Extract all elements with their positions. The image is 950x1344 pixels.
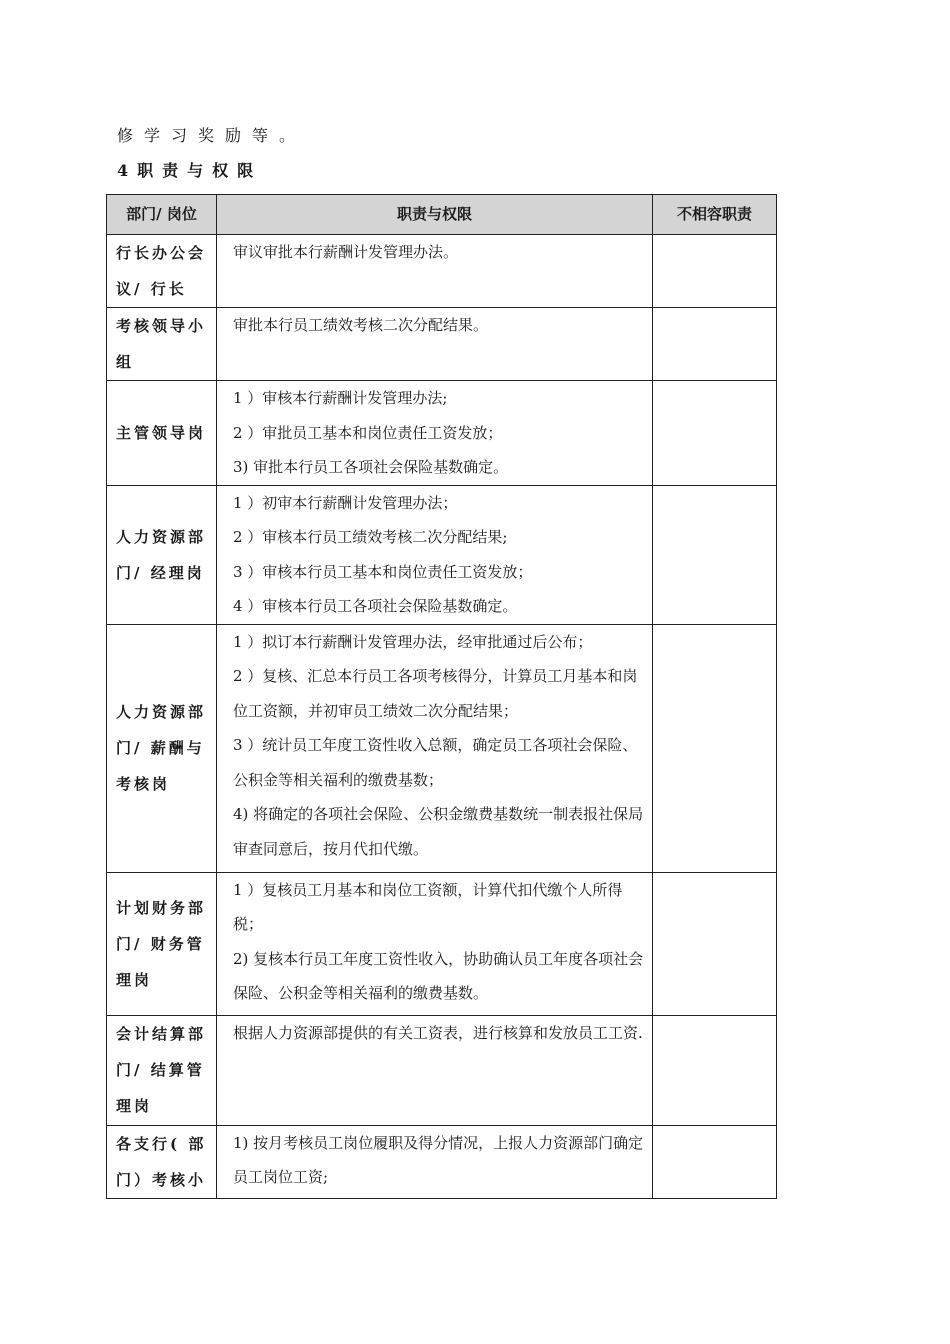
dept-cell: 主管领导岗 xyxy=(107,381,217,486)
section-title: 4职责与权限 xyxy=(117,161,263,180)
conflict-cell xyxy=(653,235,777,308)
table-row xyxy=(107,308,777,381)
table-row xyxy=(107,1015,777,1125)
conflict-cell xyxy=(653,1015,777,1125)
duty-line: 3) 审批本行员工各项社会保险基数确定。 xyxy=(233,458,509,476)
duty-line: 审批本行员工绩效考核二次分配结果。 xyxy=(233,316,489,334)
duty-line: 2 ）审批员工基本和岗位责任工资发放； xyxy=(233,423,503,442)
conflict-cell xyxy=(653,624,777,872)
table-row xyxy=(107,872,777,1015)
duty-cell xyxy=(217,1125,653,1198)
dept-cell: 人力资源部门/ 经理岗 xyxy=(107,485,217,624)
intro-line: 修学习奖励等。 xyxy=(117,126,307,145)
table-row xyxy=(107,624,777,872)
duty-table xyxy=(106,194,777,1199)
header-duties: 职责与权限 xyxy=(217,195,653,235)
duty-line: 3 ）统计员工年度工资性收入总额，确定员工各项社会保险、公积金等相关福利的缴费基数； xyxy=(233,736,638,789)
duty-cell xyxy=(217,308,653,381)
duty-line: 1 ）初审本行薪酬计发管理办法； xyxy=(233,493,458,512)
dept-cell: 各支行( 部门）考核小 xyxy=(107,1125,217,1198)
duty-line: 2 ）复核、汇总本行员工各项考核得分，计算员工月基本和岗位工资额，并初审员工绩效二次分配结果； xyxy=(233,667,638,720)
header-dept: 部门/ 岗位 xyxy=(107,195,217,235)
duty-line: 4 ）审核本行员工各项社会保险基数确定。 xyxy=(233,597,518,615)
duty-line: 1) 按月考核员工岗位履职及得分情况，上报人力资源部门确定员工岗位工资; xyxy=(233,1133,644,1186)
duty-line: 根据人力资源部提供的有关工资表，进行核算和发放员工工资. xyxy=(233,1023,643,1042)
duty-cell xyxy=(217,872,653,1015)
table-header-row xyxy=(107,195,777,235)
conflict-cell xyxy=(653,308,777,381)
duty-cell xyxy=(217,485,653,624)
table-row xyxy=(107,1125,777,1198)
conflict-cell xyxy=(653,872,777,1015)
dept-cell: 人力资源部门/ 薪酬与考核岗 xyxy=(107,624,217,872)
dept-cell: 计划财务部门/ 财务管理岗 xyxy=(107,872,217,1015)
table-row xyxy=(107,381,777,486)
duty-cell xyxy=(217,624,653,872)
duty-cell xyxy=(217,235,653,308)
conflict-cell xyxy=(653,485,777,624)
duty-line: 1 ）复核员工月基本和岗位工资额，计算代扣代缴个人所得税； xyxy=(233,880,623,933)
duty-line: 4) 将确定的各项社会保险、公积金缴费基数统一制表报社保局审查同意后，按月代扣代缴。 xyxy=(233,805,644,858)
duty-cell xyxy=(217,1015,653,1125)
duty-line: 1 ）拟订本行薪酬计发管理办法，经审批通过后公布； xyxy=(233,632,593,651)
dept-cell: 会计结算部门/ 结算管理岗 xyxy=(107,1015,217,1125)
conflict-cell xyxy=(653,381,777,486)
duty-line: 审议审批本行薪酬计发管理办法。 xyxy=(233,243,459,261)
dept-cell: 考核领导小组 xyxy=(107,308,217,381)
dept-cell: 行长办公会议/ 行长 xyxy=(107,235,217,308)
duty-line: 3 ）审核本行员工基本和岗位责任工资发放； xyxy=(233,562,533,581)
duty-line: 2 ）审核本行员工绩效考核二次分配结果; xyxy=(233,528,508,546)
duty-line: 1 ）审核本行薪酬计发管理办法; xyxy=(233,389,448,407)
duty-cell xyxy=(217,381,653,486)
conflict-cell xyxy=(653,1125,777,1198)
table-row xyxy=(107,235,777,308)
header-conflict: 不相容职责 xyxy=(653,195,777,235)
table-row xyxy=(107,485,777,624)
duty-line: 2) 复核本行员工年度工资性收入，协助确认员工年度各项社会保险、公积金等相关福利的缴费基数。 xyxy=(233,949,644,1002)
